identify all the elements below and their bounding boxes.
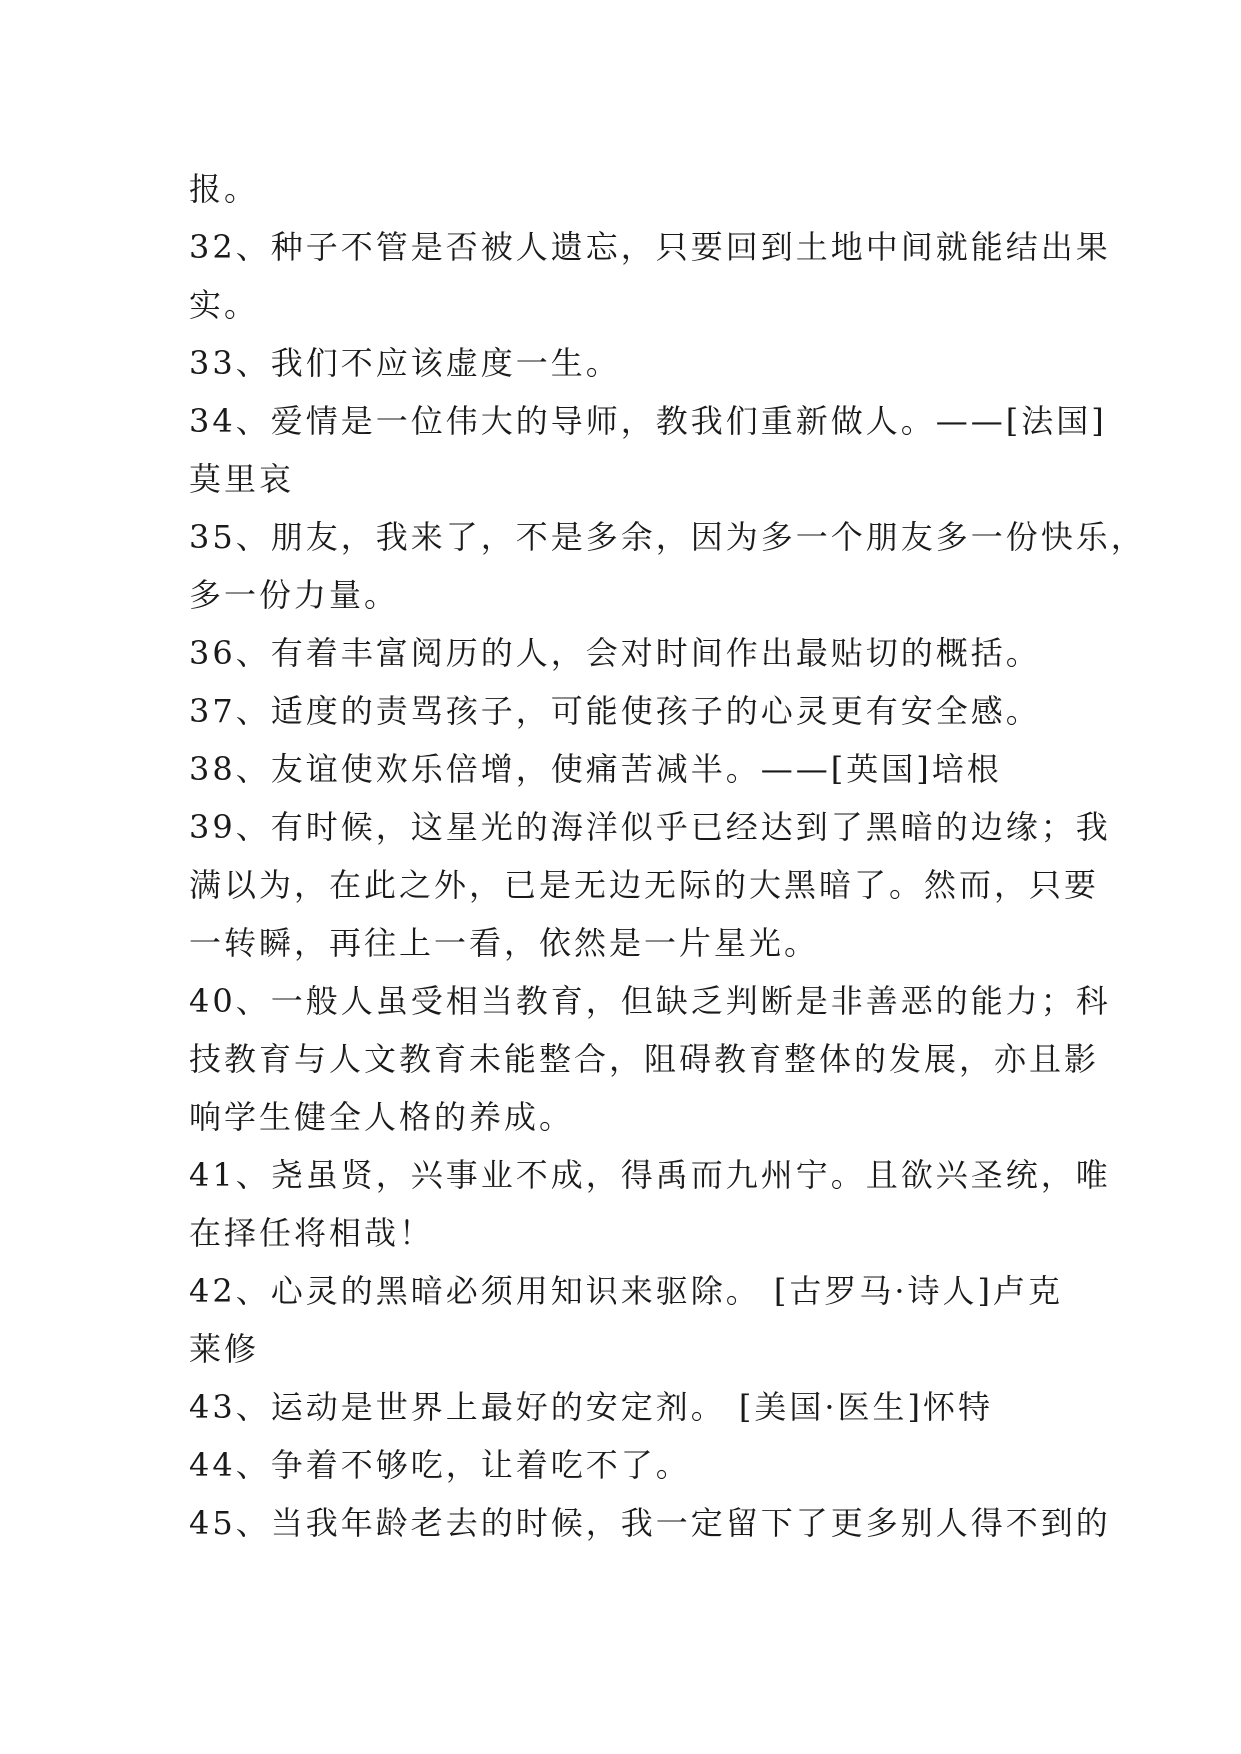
text-line: 技教育与人文教育未能整合，阻碍教育整体的发展，亦且影	[189, 1040, 1100, 1078]
text-line: 45、当我年龄老去的时候，我一定留下了更多别人得不到的	[189, 1504, 1111, 1542]
text-line: 32、种子不管是否被人遗忘，只要回到土地中间就能结出果	[189, 228, 1111, 266]
text-line: 37、适度的责骂孩子，可能使孩子的心灵更有安全感。	[189, 692, 1041, 730]
text-line: 43、运动是世界上最好的安定剂。 [美国·医生]怀特	[189, 1388, 994, 1426]
text-line: 40、一般人虽受相当教育，但缺乏判断是非善恶的能力；科	[189, 982, 1111, 1020]
text-line: 41、尧虽贤，兴事业不成，得禹而九州宁。且欲兴圣统，唯	[189, 1156, 1111, 1194]
text-line: 35、朋友，我来了，不是多余，因为多一个朋友多一份快乐，	[189, 518, 1146, 556]
text-line: 36、有着丰富阅历的人，会对时间作出最贴切的概括。	[189, 634, 1041, 672]
quote-list	[189, 160, 1146, 1552]
text-line: 满以为，在此之外，已是无边无际的大黑暗了。然而，只要	[189, 866, 1100, 904]
text-line: 42、心灵的黑暗必须用知识来驱除。 [古罗马·诗人]卢克	[189, 1272, 1064, 1310]
text-line: 报。	[189, 170, 260, 208]
text-line: 莫里哀	[189, 460, 295, 498]
text-line: 33、我们不应该虚度一生。	[189, 344, 621, 382]
text-line: 在择任将相哉！	[189, 1214, 435, 1252]
text-line: 响学生健全人格的养成。	[189, 1098, 575, 1136]
text-line: 38、友谊使欢乐倍增，使痛苦减半。——[英国]培根	[189, 750, 1002, 788]
text-line: 一转瞬，再往上一看，依然是一片星光。	[189, 924, 820, 962]
text-line: 39、有时候，这星光的海洋似乎已经达到了黑暗的边缘；我	[189, 808, 1111, 846]
text-line: 34、爱情是一位伟大的导师，教我们重新做人。——[法国]	[189, 402, 1107, 440]
text-line: 多一份力量。	[189, 576, 400, 614]
text-line: 莱修	[189, 1330, 260, 1368]
text-line: 44、争着不够吃，让着吃不了。	[189, 1446, 691, 1484]
text-line: 实。	[189, 286, 260, 324]
